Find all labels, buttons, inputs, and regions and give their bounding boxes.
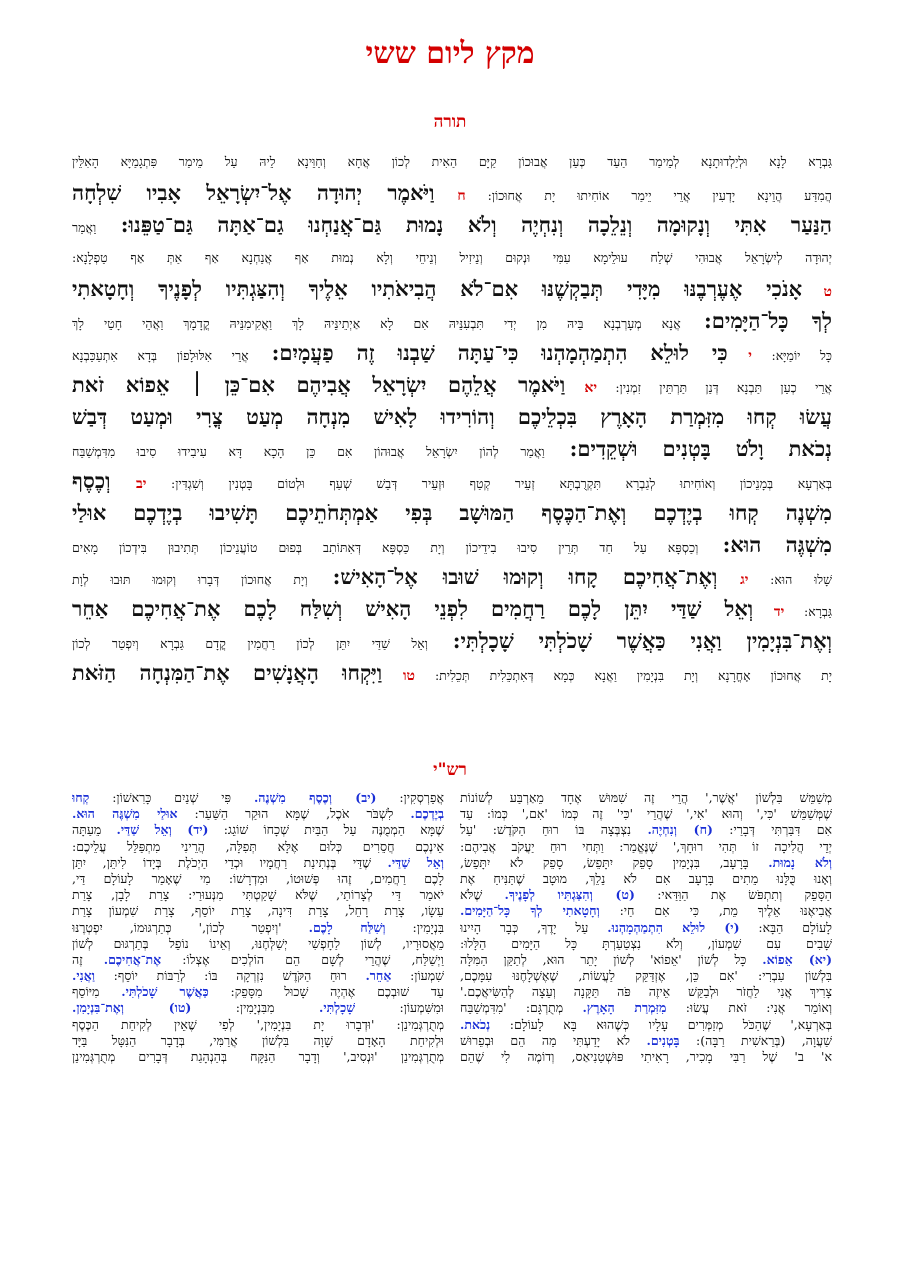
text-segment: שֶׁדַּי בְּנְתִינַת רַחֲמָיו וּכְדֵי הַיְכֹלֶת בְּיָדוֹ לִיתֵּן, יִתֵּן xyxy=(72,854,388,870)
verse-number: ט xyxy=(802,284,832,300)
torah-line xyxy=(72,465,832,497)
dibur-hamatchil: (טו) וְאֶת־בִּנְיָמִן. xyxy=(72,1000,192,1016)
rashi-line xyxy=(460,1017,832,1033)
text-segment: מְשַׁמֵּשׁ בִּלְשׁוֹן 'אֲשֶׁר,' הֲרֵי זֶה שִׁמּוּשׁ אֶחָד מֵאַרְבַּע לְשׁוֹנוֹת xyxy=(460,790,832,805)
torah-line xyxy=(72,433,832,465)
rashi-column-left xyxy=(72,790,444,1230)
torah-line xyxy=(72,305,832,337)
text-segment: שֶׁמְּשַׁמֵּשׁ 'כִּי,' וְהוּא 'אִי,' שֶׁהֲרֵי 'כִּי' זֶה כְּמוֹ 'אִם,' כְּמוֹ: עַד xyxy=(460,806,832,822)
text-segment: עַל יָדֶךָ, כְּבָר הָיִינוּ xyxy=(460,919,608,935)
text-segment: וּמִשִּׁמְעוֹן: xyxy=(355,1000,444,1016)
page-title: מקץ ליום ששי xyxy=(365,36,535,71)
text-segment: וְאוֹמֵר אֲנִי: זֹאת עֲשׂוּ: xyxy=(666,1000,832,1016)
text-segment: פִּי שְׁנַיִם כָּרִאשׁוֹן: xyxy=(89,790,254,805)
rashi-line xyxy=(72,968,444,984)
text-segment: צָרִיךְ אֲנִי לַחֲזֹר וּלְבַקֵּשׁ אֵיזֶה פֹּה תַּקָּנָה וְעֵצָה לְהַשִּׂיאֲכֶם.' xyxy=(460,984,832,1000)
text-segment: וַאֲמַר xyxy=(72,220,97,235)
text-segment: שֶׁמָּא הַמְמֻנֶּה עַל הַבַּיִת שְׁכָחוֹ שׁוֹגֵג: xyxy=(208,822,444,838)
text-segment: הֲמִדַּע הֲוֵינָא יָדְעִין אֲרֵי יֵימַר אוֹחִיתוּ יָת אֲחוּכוֹן: xyxy=(465,188,832,203)
text-segment: לְךָ כָּל־הַיָּמִים: xyxy=(680,308,832,333)
text-segment: הַנַּעַר אִתִּי וְנָקוּמָה וְנֵלֵכָה וְנִחְיֶה וְלֹא נָמוּת גַּם־אֲנַחְנוּ גַם־אַתָּה גַּם־טַפֵּנוּ: xyxy=(96,212,832,237)
rashi-line xyxy=(72,871,444,887)
rashi-line xyxy=(460,968,832,984)
text-segment: אֲרֵי אִלּוּלָפוֹן בְּדָא אִתְעַכַּבְנָא xyxy=(72,348,249,363)
text-segment: זֶה xyxy=(72,951,104,967)
verse-number: יא xyxy=(565,380,598,396)
rashi-line xyxy=(460,952,832,968)
text-segment: מִבִּנְיָמִין: xyxy=(191,1000,319,1016)
text-segment: נְכֹאת וָלֹט בָּטְנִים וּשְׁקֵדִים: xyxy=(544,436,832,461)
rashi-line xyxy=(72,1049,444,1065)
dibur-hamatchil: שָׁכָלְתִּי. xyxy=(318,1000,356,1016)
dibur-hamatchil: כַּאֲשֶׁר שָׁכֹלְתִּי. xyxy=(121,984,209,1000)
text-segment: הַסָּפֵק וְתִתְפֹּשׂ אֶת הַוַּדַּאי: xyxy=(634,887,832,903)
dibur-hamatchil: קְחוּ xyxy=(72,790,90,805)
torah-text xyxy=(72,145,832,689)
text-segment: וַיִּקְחוּ הָאֲנָשִׁים אֶת־הַמִּנְחָה הַזֹּאת xyxy=(72,660,383,685)
dibur-hamatchil: אַחֵר. xyxy=(365,968,392,984)
text-segment: שָׁבִים עִם שִׁמְעוֹן, וְלֹא נִצְטַעַרְתָּ כָּל הַיָּמִים הַלָּלוּ: xyxy=(460,935,832,951)
text-segment: עַד שׁוּבְכֶם אֶהְיֶה שָׁכוּל מִסָּפֵק: xyxy=(208,984,444,1000)
text-segment: יֹאמַר דַּי לְצָרוֹתַי, שֶׁלֹּא שָׁקַטְתִּי מִנְּעוּרַי: צָרַת לָבָן, צָרַת xyxy=(72,887,444,903)
text-segment: וְיָת אֲחוּכוֹן דְּבָרוּ וְקוּמוּ תּוּבוּ לְוָת xyxy=(72,572,308,587)
rashi-line xyxy=(72,822,444,838)
torah-line xyxy=(72,529,832,561)
rashi-column-right xyxy=(460,790,832,1230)
text-segment: 'וְיִפְטַר לְכוֹן,' כְּתַרְגּוּמוֹ, יִפְטְרֶנּוּ xyxy=(72,919,309,935)
text-segment: וְכַסְפָּא עַל חַד תְּרֵין סִיבוּ בִידֵיכוֹן וְיָת כַּסְפָּא דְּאִתּוֹתַב בְּפוּם טוֹעֲנֵיכוֹן תְּתִיבוּן בִּידְכוֹן מָאִים xyxy=(72,540,699,555)
text-segment: מְתֻרְגָּם: 'מִדִּמְשַׁבַּח xyxy=(460,1000,583,1016)
rashi-line xyxy=(460,1033,832,1049)
text-segment: בְּאַרְעָא,' שֶׁהַכֹּל מְזַמְּרִים עָלָיו כְּשֶׁהוּא בָּא לָעוֹלָם: xyxy=(490,1016,832,1032)
verse-number: ח xyxy=(434,188,466,204)
text-segment: עֵשָׂו, צָרַת רָחֵל, צָרַת דִּינָה, צָרַת יוֹסֵף, צָרַת שִׁמְעוֹן צָרַת xyxy=(72,903,444,919)
text-segment: מֵעַתָּה xyxy=(72,822,117,838)
rashi-line xyxy=(72,984,444,1000)
torah-heading: תורה xyxy=(433,112,467,132)
rashi-line xyxy=(72,920,444,936)
text-segment: לִשְׁבֹּר אֹכֶל, שֶׁמָּא הוּקַר הַשַּׁעַר: xyxy=(177,806,411,822)
text-segment: אָנֹכִי אֶעֶרְבֶנּוּ מִיָּדִי תְּבַקְשֶׁנּוּ אִם־לֹא הֲבִיאֹתִיו אֵלֶיךָ וְהִצַּגְתִּיו לְפָנֶיךָ וְחָטָאתִי xyxy=(72,276,803,301)
text-segment: וּלְקִיחַת הָאָדָם שָׁוָה בִּלְשׁוֹן אֲרַמִּי, בְּדָבָר הַנִּטָּל בַּיָּד xyxy=(72,1032,444,1048)
rashi-line xyxy=(460,984,832,1000)
dibur-hamatchil: נְכֹאת. xyxy=(460,1016,491,1032)
text-segment: וְאֵל שַׁדַּי יִתֵּן לְכוֹן רַחֲמִין קֳדָם גַּבְרָא וְיִפְטַר לְכוֹן xyxy=(72,636,428,651)
dibur-hamatchil: (ח) וְנִחְיֶה. xyxy=(647,822,713,838)
torah-line xyxy=(72,561,832,593)
dibur-hamatchil: וַאֲנִי. xyxy=(72,968,95,984)
text-segment: גַּבְרָא לָנָא וּלְיַלְדוּתָנָא לְמֵימַר הַעַד כְּעַן אֲבוּכוֹן קַיָּם הַאִית לְכוֹן אֲחָא וְחַוֵּינָא לֵיהּ עַל מֵימַר פִּתְגָמַיָּא הָאִלֵּין xyxy=(72,154,832,169)
text-segment: וְאָנוּ כֻּלָּנוּ מֵתִים בָּרָעָב אִם לֹא נֵלֵךְ, מוּטָב שֶׁתַּנִּיחַ אֶת xyxy=(460,870,832,886)
rashi-line xyxy=(72,1017,444,1033)
dibur-hamatchil: וְשִׁלַּח לָכֶם. xyxy=(308,919,386,935)
text-segment: יְדֵי הֲלִיכָה זוֹ תְּהִי רוּחָךְ,' שֶׁנֶּאֱמַר: וַתְּחִי רוּחַ יַעֲקֹב אֲבִיהֶם: xyxy=(460,838,832,854)
rashi-line xyxy=(460,839,832,855)
text-segment: אִם דִּבַּרְתִּי דְּבָרַי: xyxy=(712,822,832,838)
rashi-line xyxy=(460,871,832,887)
text-segment: וְאֵל שַׁדַּי יִתֵּן לָכֶם רַחֲמִים לִפְנֵי הָאִישׁ וְשִׁלַּח לָכֶם אֶת־אֲחִיכֶם אַחֵר xyxy=(72,596,754,621)
rashi-line xyxy=(460,936,832,952)
dibur-hamatchil: (ט) וְהִצַּגְתִּיו לְפָנֶיךָ. xyxy=(504,887,635,903)
text-segment: בָּרָעָב, בִּנְיָמִין סָפֵק יִתָּפֵשׂ, סָפֵק לֹא יִתָּפֵשׂ, xyxy=(460,854,769,870)
text-segment: שִׁמְעוֹן: xyxy=(391,968,444,984)
rashi-line xyxy=(460,887,832,903)
text-segment: וְאֶת־בִּנְיָמִין וַאֲנִי כַּאֲשֶׁר שָׁכֹלְתִּי שָׁכָלְתִּי: xyxy=(427,628,832,653)
dibur-hamatchil: אוּלַי מִשְׁגֶּה הוּא. xyxy=(72,806,178,822)
dibur-hamatchil: (יב) וְכֶסֶף מִשְׁנֶה. xyxy=(253,790,377,805)
text-segment: א' ב' שֶׁל רַבִּי מָכִיר, רָאִיתִי פּוּשְׁטַנִיאַס, וְדוֹמֶה לִי שֶׁהֵם xyxy=(460,1049,832,1064)
dibur-hamatchil: בָּטְנִים. xyxy=(646,1032,680,1048)
text-segment: אֲפַרְסְקִין: xyxy=(376,790,444,805)
text-segment: עֲשׂוּ קְחוּ מִזִּמְרַת הָאָרֶץ בִּכְלֵיכֶם וְהוֹרִידוּ לָאִישׁ מִנְחָה מְעַט צֳרִי וּמְעַט דְּבַשׁ xyxy=(72,404,832,429)
text-segment: אֲבִיאֶנּוּ אֵלֶיךָ מֵת, כִּי אִם חַי: xyxy=(599,903,832,919)
text-segment: וַיֹּאמֶר אֲלֵהֶם יִשְׂרָאֵל אֲבִיהֶם אִם־כֵּן ׀ אֵפוֹא זֹאת xyxy=(72,372,566,397)
rashi-line xyxy=(72,887,444,903)
text-segment: כָּל לְשׁוֹן 'אֵפוֹא' לְשׁוֹן יָתֵר הוּא, לְתַקֵּן הַמִּלָּה xyxy=(460,951,763,967)
text-segment: שָׁלוּ הוּא: xyxy=(748,572,832,587)
rashi-line xyxy=(460,903,832,919)
dibur-hamatchil: (יד) וְאֵל שַׁדַּי. xyxy=(116,822,209,838)
verse-number: יג xyxy=(717,572,749,588)
rashi-line xyxy=(72,903,444,919)
text-segment: גַּבְרָא: xyxy=(784,604,832,619)
verse-number: טו xyxy=(382,668,415,684)
text-segment: מְתֻרְגְּמִינַן: 'וּדְבָרוּ יָת בִּנְיָמִין,' לְפִי שֶׁאֵין לְקִיחַת הַכֶּסֶף xyxy=(72,1016,444,1032)
text-segment: נִצְבְּצָה בּוֹ רוּחַ הַקֹּדֶשׁ: 'עַל xyxy=(460,822,648,838)
text-segment: וְכֶסֶף xyxy=(72,468,111,493)
text-segment: מִיּוֹסֵף xyxy=(72,984,122,1000)
text-segment: רוּחַ הַקֹּדֶשׁ נִזְרְקָה בּוֹ: לְרַבּוֹת יוֹסֵף: xyxy=(94,968,366,984)
text-segment: לֹא יָדַעְתִּי מַה הֵם וּבְפֵרוּשׁ xyxy=(460,1032,647,1048)
torah-line xyxy=(72,593,832,625)
dibur-hamatchil: וְאֵל שַׁדַּי. xyxy=(387,854,444,870)
torah-line xyxy=(72,657,832,689)
text-segment: יָת אֲחוּכוֹן אָחֳרָנָא וְיָת בִּנְיָמִין וַאֲנָא כְּמָא דְּאִתְכֵּלִית תְּכֵלִית: xyxy=(415,668,832,683)
rashi-line xyxy=(72,806,444,822)
verse-number: יד xyxy=(753,604,785,620)
text-segment: בִּלְשׁוֹן עִבְרִי: 'אִם כֵּן, אֶזְדַּקֵּק לַעֲשׂוֹת, שֶׁאֶשְׁלָחֶנּוּ עִמָּכֶם, xyxy=(460,968,832,984)
torah-line xyxy=(72,401,832,433)
dibur-hamatchil: מִזִּמְרַת הָאָרֶץ. xyxy=(582,1000,667,1016)
dibur-hamatchil: (יא) אֵפוֹא. xyxy=(762,951,832,967)
text-segment: לָכֶם רַחֲמִים, זֶהוּ פְּשׁוּטוֹ, וּמִדְרָשׁוֹ: מִי שֶׁאָמַר לָעוֹלָם דַּי, xyxy=(72,870,444,886)
text-segment: וַאֲמַר לְהוֹן יִשְׂרָאֵל אֲבוּהוֹן אִם כֵּן הָכָא דָּא עִיבִידוּ סִיבוּ מִדִּמְשַׁבַּח xyxy=(72,444,545,459)
text-segment: שַׁעֲוָה, (בְּרֵאשִׁית רַבָּה): xyxy=(679,1032,832,1048)
rashi-line xyxy=(460,1000,832,1016)
text-segment: וַיֹּאמֶר יְהוּדָה אֶל־יִשְׂרָאֵל אָבִיו שִׁלְחָה xyxy=(72,180,435,205)
rashi-line xyxy=(460,822,832,838)
text-segment: מֵאֲסוּרָיו, לְשׁוֹן לַחָפְשִׁי יְשַׁלְּחֶנּוּ, וְאֵינוֹ נוֹפֵל בְּתַרְגּוּם לְשׁוֹן xyxy=(72,935,444,951)
rashi-line xyxy=(72,936,444,952)
dibur-hamatchil: בְיֶדְכֶם. xyxy=(410,806,444,822)
torah-line xyxy=(72,273,832,305)
rashi-line xyxy=(460,1049,832,1065)
rashi-line xyxy=(72,839,444,855)
text-segment: כִּי לוּלֵא הִתְמַהְמָהְנוּ כִּי־עַתָּה שַׁבְנוּ זֶה פַעֲמָיִם: xyxy=(248,340,728,365)
dibur-hamatchil: וְחָטָאתִי לְךָ כָּל־הַיָּמִים. xyxy=(460,903,600,919)
text-segment: בְּאַרְעָא בְּמָנֵיכוֹן וְאוֹחִיתוּ לְגַבְרָא תִּקְרֻבְתָּא זְעֵיר קְטַף וּזְעֵיר דְּבַשׁ שְׁעַף וּלְטוֹם בָּטְנִין וְשִׁגְדִּין: xyxy=(146,476,832,491)
rashi-heading: רש"י xyxy=(433,760,467,780)
torah-line xyxy=(72,177,832,209)
text-segment: מִשְׁגֶּה הוּא: xyxy=(698,532,832,557)
text-segment: לָעוֹלָם הַבָּא: xyxy=(739,919,832,935)
rashi-line xyxy=(72,1033,444,1049)
rashi-line xyxy=(460,790,832,806)
rashi-line xyxy=(72,855,444,871)
dibur-hamatchil: (י) לוּלֵא הִתְמַהְמָהְנוּ. xyxy=(607,919,740,935)
rashi-line xyxy=(460,806,832,822)
torah-line xyxy=(72,145,832,177)
dibur-hamatchil: אֶת־אֲחִיכֶם. xyxy=(103,951,162,967)
text-segment: כָּל יוֹמַיָּא: xyxy=(751,348,832,363)
text-segment: וַיְשַׁלַּח, שֶׁהֲרֵי לְשָׁם הֵם הוֹלְכִים אֶצְלוֹ: xyxy=(161,951,444,967)
verse-number: יב xyxy=(110,476,147,492)
rashi-commentary xyxy=(72,790,832,1230)
text-segment: וְאֶת־אֲחִיכֶם קָחוּ וְקוּמוּ שׁוּבוּ אֶל־הָאִישׁ: xyxy=(307,564,718,589)
rashi-line xyxy=(72,1000,444,1016)
torah-line xyxy=(72,209,832,241)
torah-line xyxy=(72,241,832,273)
text-segment: אֲנָא מְעָרְבְנָא בֵּיהּ מִן יְדִי תִּבְעִנֵּיהּ אִם לָא אַיְתֵינֵּיהּ לָךְ וַאֲקִימִנֵּיהּ קֳדָמָךְ וַאֲהֵי חָטֵי לָךְ xyxy=(72,316,681,331)
text-segment: אֲרֵי כְעַן תַּבְנָא דְּנַן תַּרְתֵּין זִמְנִין: xyxy=(597,380,832,395)
text-segment: מִשְׁנֶה קְחוּ בְיֶדְכֶם וְאֶת־הַכֶּסֶף הַמּוּשָׁב בְּפִי אַמְתְּחֹתֵיכֶם תָּשִׁיבוּ בְיֶדְכֶם אוּלַי xyxy=(72,500,832,525)
torah-line xyxy=(72,497,832,529)
rashi-line xyxy=(72,790,444,806)
rashi-line xyxy=(72,952,444,968)
text-segment: יְהוּדָה לְיִשְׂרָאֵל אֲבוּהִי שְׁלַח עוּלֵימָא עִמִּי וּנְקוּם וְנֵיזִיל וְנֵיחֵי וְלָא נְמוּת אַף אֲנַחְנָא אַף אַתְּ אַף טַפְלָנָא: xyxy=(72,250,832,265)
torah-line xyxy=(72,625,832,657)
rashi-line xyxy=(460,855,832,871)
text-segment: אֵינְכֶם חֲסֵרִים כְּלוּם אֶלָּא תְּפִלָּה, הֲרֵינִי מִתְפַּלֵּל עֲלֵיכֶם: xyxy=(72,838,444,854)
torah-line xyxy=(72,337,832,369)
torah-line xyxy=(72,369,832,401)
text-segment: מְתֻרְגְּמִינַן 'וּנְסִיב,' וְדָבָר הַנִּקָּח בְּהַנְהָגַת דְּבָרִים מְתֻרְגְּמִינַן xyxy=(72,1049,444,1064)
dibur-hamatchil: וְלֹא נָמוּת. xyxy=(768,854,832,870)
text-segment: בִּנְיָמִין: xyxy=(385,919,444,935)
rashi-line xyxy=(460,920,832,936)
text-segment: שֶׁלֹּא xyxy=(460,887,505,903)
verse-number: י xyxy=(727,348,752,364)
